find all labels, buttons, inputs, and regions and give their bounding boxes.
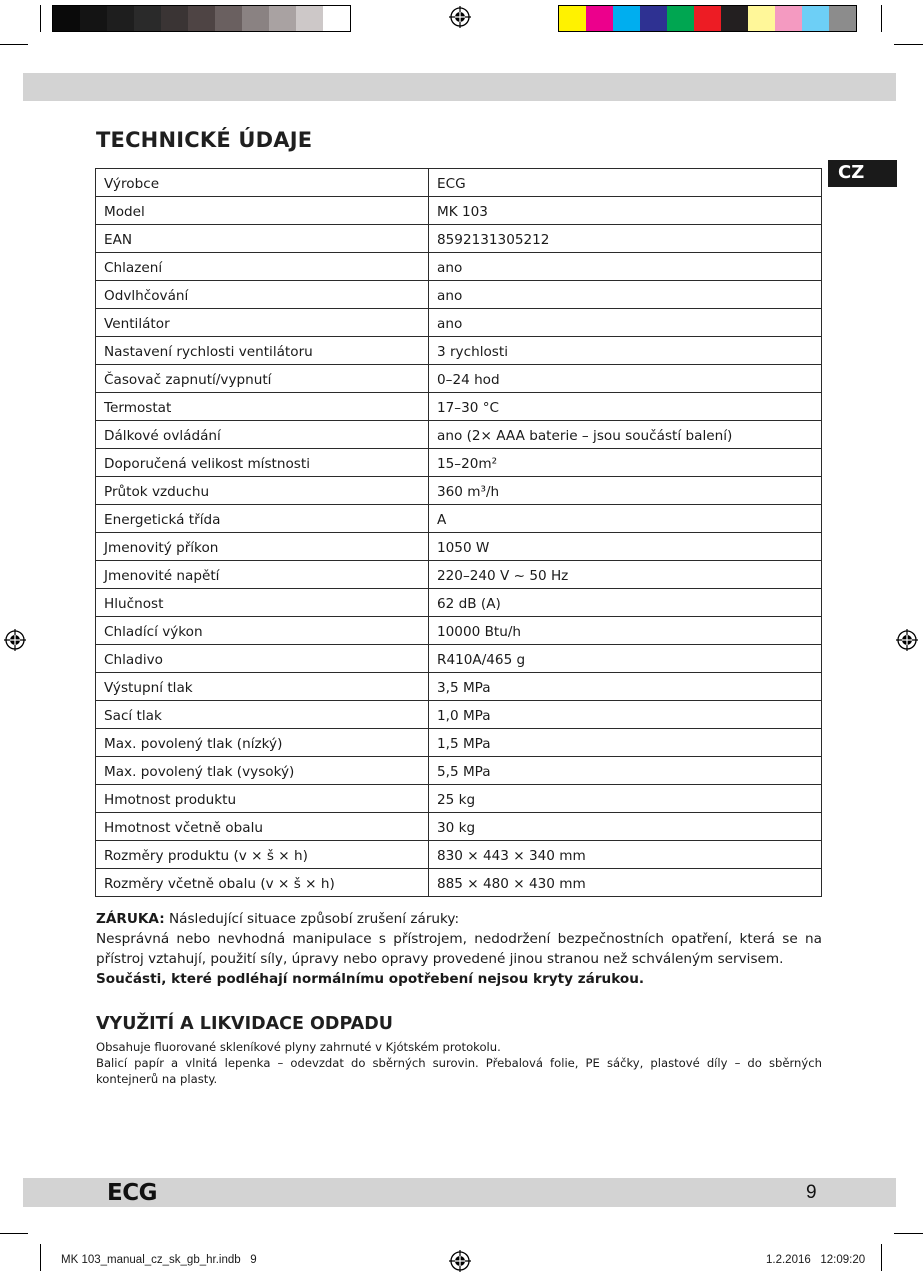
spec-label: Doporučená velikost místnosti: [96, 449, 429, 477]
crop-mark: [894, 1233, 923, 1234]
spec-value: 220–240 V ~ 50 Hz: [429, 561, 822, 589]
registration-mark-icon: [449, 1250, 471, 1272]
table-row: [96, 309, 822, 337]
table-row: [96, 813, 822, 841]
table-row: [96, 533, 822, 561]
spec-value: 360 m³/h: [429, 477, 822, 505]
table-row: [96, 785, 822, 813]
spec-label: Jmenovitý příkon: [96, 533, 429, 561]
table-row: [96, 393, 822, 421]
color-swatch: [269, 6, 296, 31]
warranty-intro-text: Následující situace způsobí zrušení záruky:: [164, 911, 460, 927]
spec-value: 8592131305212: [429, 225, 822, 253]
spec-value: ano: [429, 281, 822, 309]
disposal-section: [96, 1039, 822, 1087]
crop-mark: [0, 44, 28, 45]
table-row: [96, 253, 822, 281]
header-band: [23, 73, 896, 101]
spec-label: Jmenovité napětí: [96, 561, 429, 589]
spec-value: ano (2× AAA baterie – jsou součástí balení): [429, 421, 822, 449]
table-row: [96, 561, 822, 589]
table-row: [96, 505, 822, 533]
spec-label: Rozměry produktu (v × š × h): [96, 841, 429, 869]
crop-mark: [40, 5, 41, 32]
spec-label: Chladivo: [96, 645, 429, 673]
table-row: [96, 337, 822, 365]
disposal-line-2: Balicí papír a vlnitá lepenka – odevzdat do sběrných surovin. Přebalová folie, PE sáčky, plastové díly – do sběrných kontejnerů na plasty.: [96, 1056, 822, 1086]
spec-value: 17–30 °C: [429, 393, 822, 421]
table-row: [96, 701, 822, 729]
color-swatch: [188, 6, 215, 31]
color-swatch: [80, 6, 107, 31]
disposal-line-1: Obsahuje fluorované skleníkové plyny zahrnuté v Kjótském protokolu.: [96, 1040, 501, 1054]
spec-label: Výrobce: [96, 169, 429, 197]
spec-label: Hlučnost: [96, 589, 429, 617]
color-swatch: [721, 6, 748, 31]
spec-label: Odvlhčování: [96, 281, 429, 309]
registration-mark-icon: [896, 629, 918, 651]
table-row: [96, 757, 822, 785]
spec-value: 1050 W: [429, 533, 822, 561]
warranty-section: [96, 909, 822, 989]
file-slug: MK 103_manual_cz_sk_gb_hr.indb 9: [61, 1254, 257, 1266]
language-tab: CZ: [828, 160, 897, 187]
page-title: TECHNICKÉ ÚDAJE: [96, 128, 313, 152]
spec-value: A: [429, 505, 822, 533]
spec-value: ano: [429, 253, 822, 281]
table-row: [96, 421, 822, 449]
spec-label: Ventilátor: [96, 309, 429, 337]
print-timestamp: 1.2.2016 12:09:20: [766, 1254, 866, 1266]
spec-label: EAN: [96, 225, 429, 253]
table-row: [96, 225, 822, 253]
table-row: [96, 449, 822, 477]
color-swatch: [667, 6, 694, 31]
process-color-bar: [558, 5, 857, 32]
color-swatch: [215, 6, 242, 31]
table-row: [96, 645, 822, 673]
spec-label: Max. povolený tlak (vysoký): [96, 757, 429, 785]
color-swatch: [829, 6, 856, 31]
spec-label: Max. povolený tlak (nízký): [96, 729, 429, 757]
table-row: [96, 197, 822, 225]
color-swatch: [323, 6, 350, 31]
spec-label: Průtok vzduchu: [96, 477, 429, 505]
spec-value: 62 dB (A): [429, 589, 822, 617]
table-row: [96, 673, 822, 701]
spec-value: ano: [429, 309, 822, 337]
color-swatch: [296, 6, 323, 31]
table-row: [96, 729, 822, 757]
spec-label: Časovač zapnutí/vypnutí: [96, 365, 429, 393]
warranty-heading: ZÁRUKA:: [96, 911, 165, 927]
table-row: [96, 477, 822, 505]
color-swatch: [613, 6, 640, 31]
color-swatch: [748, 6, 775, 31]
spec-label: Sací tlak: [96, 701, 429, 729]
color-swatch: [134, 6, 161, 31]
spec-value: 3,5 MPa: [429, 673, 822, 701]
spec-label: Výstupní tlak: [96, 673, 429, 701]
spec-label: Dálkové ovládání: [96, 421, 429, 449]
crop-mark: [40, 1244, 41, 1271]
spec-value: MK 103: [429, 197, 822, 225]
color-swatch: [53, 6, 80, 31]
spec-value: 885 × 480 × 430 mm: [429, 869, 822, 897]
spec-value: 30 kg: [429, 813, 822, 841]
spec-value: R410A/465 g: [429, 645, 822, 673]
color-swatch: [640, 6, 667, 31]
spec-value: 25 kg: [429, 785, 822, 813]
spec-value: 3 rychlosti: [429, 337, 822, 365]
warranty-intro: [96, 909, 822, 929]
spec-label: Hmotnost produktu: [96, 785, 429, 813]
spec-value: 10000 Btu/h: [429, 617, 822, 645]
spec-value: ECG: [429, 169, 822, 197]
grayscale-color-bar: [52, 5, 351, 32]
color-swatch: [559, 6, 586, 31]
table-row: [96, 281, 822, 309]
table-row: [96, 589, 822, 617]
spec-value: 1,0 MPa: [429, 701, 822, 729]
spec-label: Nastavení rychlosti ventilátoru: [96, 337, 429, 365]
color-swatch: [242, 6, 269, 31]
registration-mark-icon: [449, 6, 471, 28]
crop-mark: [881, 5, 882, 32]
crop-mark: [0, 1233, 28, 1234]
spec-label: Chladící výkon: [96, 617, 429, 645]
spec-label: Chlazení: [96, 253, 429, 281]
color-swatch: [694, 6, 721, 31]
spec-value: 15–20m²: [429, 449, 822, 477]
color-swatch: [107, 6, 134, 31]
color-swatch: [802, 6, 829, 31]
page-number: 9: [806, 1182, 817, 1203]
crop-mark: [894, 44, 923, 45]
disposal-heading: VYUŽITÍ A LIKVIDACE ODPADU: [96, 1014, 393, 1034]
warranty-note: Součásti, které podléhají normálnímu opotřebení nejsou kryty zárukou.: [96, 971, 645, 987]
table-row: [96, 617, 822, 645]
spec-label: Model: [96, 197, 429, 225]
color-swatch: [586, 6, 613, 31]
registration-mark-icon: [4, 629, 26, 651]
spec-label: Rozměry včetně obalu (v × š × h): [96, 869, 429, 897]
table-row: [96, 169, 822, 197]
warranty-body: Nesprávná nebo nevhodná manipulace s přístrojem, nedodržení bezpečnostních opatření, která se na přístroj vztahují, použití síly, úpravy nebo opravy provedené jinou stranou než schváleným servisem.: [96, 931, 822, 967]
color-swatch: [775, 6, 802, 31]
table-row: [96, 841, 822, 869]
ecg-logo: ECG: [107, 1180, 157, 1206]
specifications-table: [95, 168, 822, 897]
crop-mark: [881, 1244, 882, 1271]
table-row: [96, 365, 822, 393]
spec-label: Termostat: [96, 393, 429, 421]
spec-label: Energetická třída: [96, 505, 429, 533]
color-swatch: [161, 6, 188, 31]
spec-label: Hmotnost včetně obalu: [96, 813, 429, 841]
spec-value: 1,5 MPa: [429, 729, 822, 757]
table-row: [96, 869, 822, 897]
spec-value: 0–24 hod: [429, 365, 822, 393]
spec-value: 830 × 443 × 340 mm: [429, 841, 822, 869]
spec-value: 5,5 MPa: [429, 757, 822, 785]
